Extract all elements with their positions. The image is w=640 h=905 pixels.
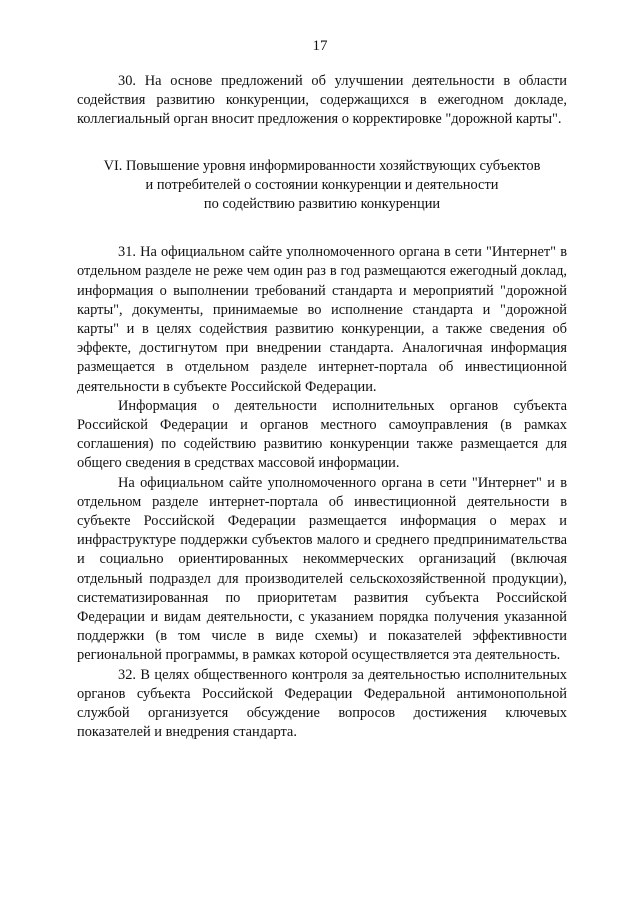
paragraph-32: 32. В целях общественного контроля за деятельностью исполнительных органов субъекта Российской Федерации Федеральной антимонопольной службой организуется обсуждение вопросов достижения ключевых показателей и внедрения стандарта. [77, 666, 567, 741]
section-heading-line-2: и потребителей о состоянии конкуренции и деятельности [145, 176, 499, 193]
paragraph-30: 30. На основе предложений об улучшении деятельности в области содействия развитию конкуренции, содержащихся в ежегодном докладе, коллегиальный орган вносит предложения о корректировке "дорожной карты". [77, 73, 567, 128]
document-body [77, 72, 567, 743]
page-number: 17 [312, 38, 328, 54]
section-heading-line-3: по содействию развитию конкуренции [203, 196, 441, 213]
paragraph-media-info: Информация о деятельности исполнительных органов субъекта Российской Федерации и органов местного самоуправления (в рамках соглашения) по содействию развитию конкуренции также размещается для общего сведения в средствах массовой информации. [77, 397, 567, 472]
paragraph-31: 31. На официальном сайте уполномоченного органа в сети "Интернет" в отдельном разделе не реже чем один раз в год размещаются ежегодный доклад, информация о выполнении требований стандарта и мероприятий "дорожной карты", документы, принимаемые во исполнение стандарта и "дорожной карты" и в целях содействия развитию конкуренции, а также сведения об эффекте, достигнутом при внедрении стандарта. Аналогичная информация размещается в отдельном разделе интернет-портала об инвестиционной деятельности в субъекте Российской Федерации. [77, 244, 567, 395]
section-heading [77, 157, 567, 215]
paragraph-support-info: На официальном сайте уполномоченного органа в сети "Интернет" и в отдельном разделе интернет-портала об инвестиционной деятельности в субъекте Российской Федерации размещается информация о мерах и инфраструктуре поддержки субъектов малого и среднего предпринимательства и социально ориентированных некоммерческих организаций (включая отдельный подраздел для производителей сельскохозяйственной продукции), систематизированная по приоритетам развития субъекта Российской Федерации и видам деятельности, с указанием порядка получения указанной поддержки (в том числе в виде схемы) и показателей эффективности региональной программы, в рамках которой осуществляется эта деятельность. [77, 474, 567, 664]
section-heading-line-1: VI. Повышение уровня информированности хозяйствующих субъектов [103, 157, 541, 174]
